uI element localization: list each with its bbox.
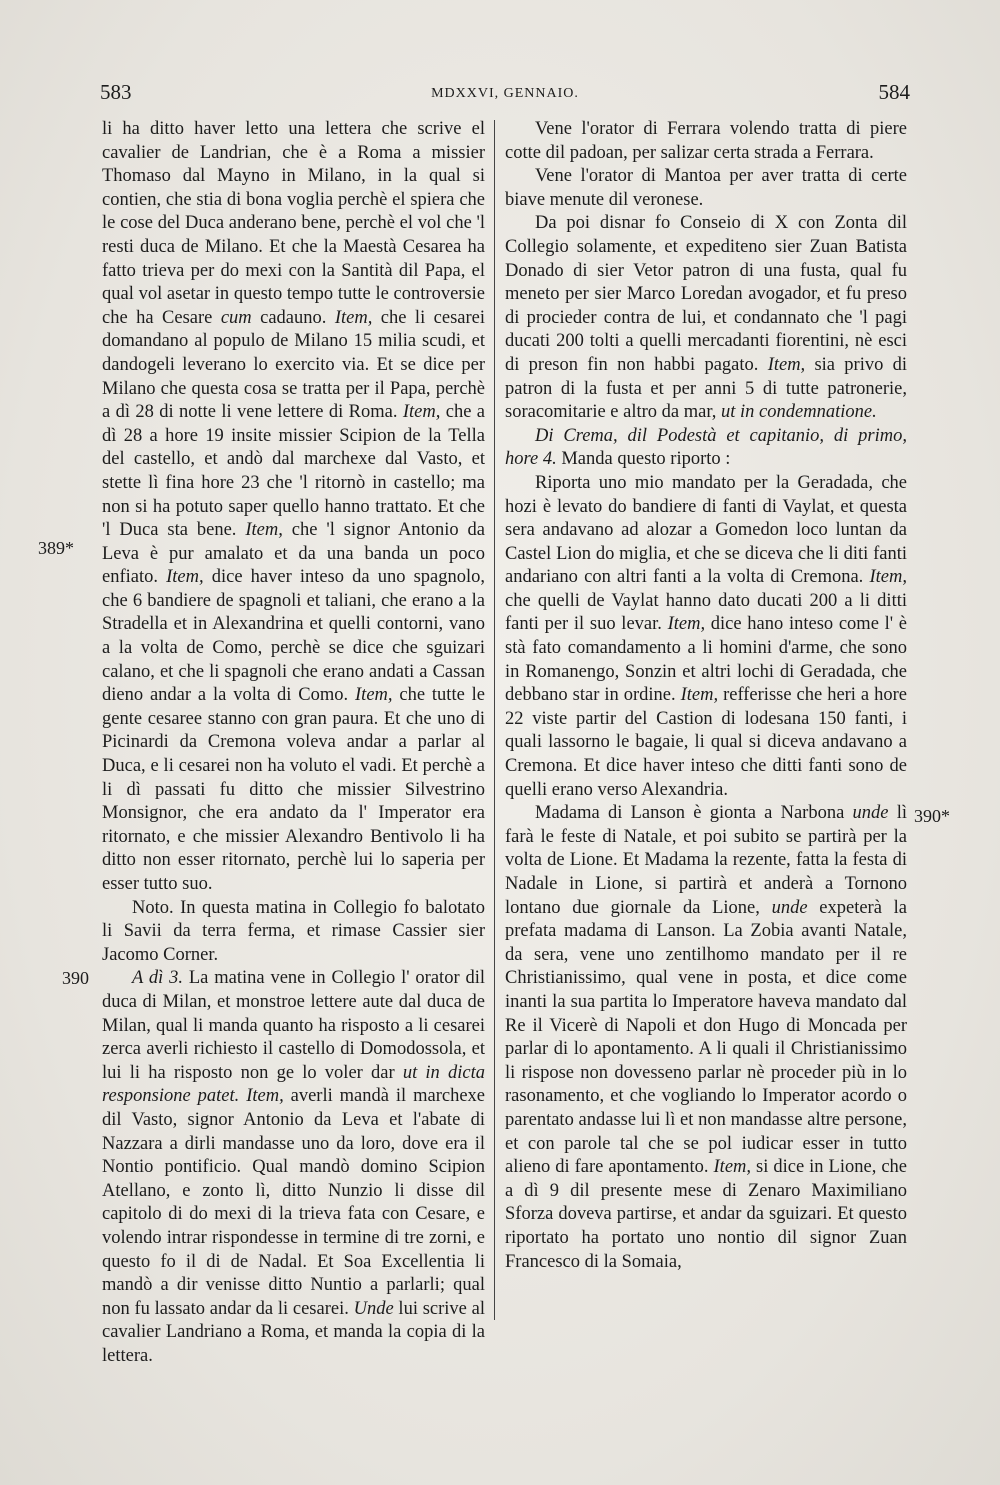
paragraph: Madama di Lanson è gionta a Narbona unde lì farà le feste di Natale, et poi subito se partirà per la volta de Lione. Et Madama la rezente, fatta la festa di Nadale in Lione, si partirà et anderà a Tornono lontano due giornale da Lione, unde expeterà la prefata madama di Lanson. La Zobia avanti Natale, da sera, vene uno zentilhomo mandato per il re Christianissimo, qual vene in posta, et dice come inanti la sua partita lo Imperatore haveva mandato dal Re il Vicerè di Napoli et don Hugo di Moncada per parlar di lo apontamento. A li quali il Christianissimo li rispose non dovesseno parlar nè proceder più in lo rasonamento, et che vogliando lo Imperator acordo o parentato andasse lui lì et non mandasse altre persone, et con parole tal che se pol iudicar esser in tutto alieno di fare apontamento. Item, si dice in Lione, che a dì 9 dil presente mese di Zenaro Maximiliano Sforza doveva partirse, et andar da sguizari. Et questo riportato ha portato uno nontio dil signor Zuan Francesco di la Somaia, (505, 803, 908, 1272)
column-divider (494, 120, 495, 1320)
paragraph: Da poi disnar fo Conseio di X con Zonta dil Collegio solamente, et expediteno sier Zuan Batista Donado di sier Vetor patron di una fusta, qual fu meneto per sier Marco Loredan avogador, et fu preso di procieder contra de lui, et condannato che 'l pagi ducati 200 tolti a quelli mercadanti fiorentini, nè esci di preson fin non habbi pagato. Item, sia privo di patron di la fusta et per anni 5 di tutte patronerie, soracomitarie e altro da mar, ut in condemnatione. (505, 213, 907, 423)
paragraph: A dì 3. La matina vene in Collegio l' orator dil duca di Milan, et monstroe lettere aute dal duca de Milan, qual li manda quanto ha risposto a li cesarei zerca averli richiesto il castello di Domodossola, et lui li ha risposto non ge lo voler dar ut in dicta responsione patet. Item, averli mandà il marchexe dil Vasto, signor Antonio da Leva et l'abate di Nazzara a dirli mandasse uno da loro, dove era il Nontio pontificio. Qual mandò domino Scipion Atellano, e zonto lì, ditto Nunzio li disse dil capitolo di do mexi di la trieva fata con Cesare, e volendo intrar rispondesse in termine di tre zorni, e questo fo il di de Nadal. Et Soa Excellentia li mandò a dir venisse ditto Nuntio a parlarli; qual non fu lassato andar da li cesarei. Unde lui scrive al cavalier Landriano a Roma, et manda la copia di la lettera. (102, 968, 486, 1366)
margin-note-389: 389* (38, 538, 74, 558)
paragraph: Riporta uno mio mandato per la Geradada, che hozi è levato do bandiere di fanti di Vaylat, et questa sera andavano ad alozar a Gomedon loco luntan da Castel Lion do miglia, et che se diceva che li diti fanti andariano con altri fanti a la volta di Cremona. Item, che quelli de Vaylat hanno dato ducati 200 a li ditti fanti per il suo levar. Item, dice hano inteso come l' è stà fato comandamento a li homini d'arme, che sono in Romanengo, Sonzin et altri lochi di Geradada, che debbano star in ordine. Item, refferisse che heri a hore 22 viste partir del Castion di lodesana 150 fanti, i quali lassorno le bagaie, li qual si diceva andavano a Cremona. Et dice haver inteso che ditti fanti sono de quelli erano verso Alexandria. (505, 472, 907, 800)
page-header (100, 80, 910, 110)
paragraph: Vene l'orator di Ferrara volendo tratta di piere cotte dil padoan, per salizar certa strada a Ferrara. (505, 119, 907, 163)
right-column (505, 118, 907, 1274)
page-number-right: 584 (878, 80, 910, 104)
paragraph: li ha ditto haver letto una lettera che scrive el cavalier de Landrian, che è a Roma a missier Thomaso dal Mayno in Milano, in la qual si contien, che stia di bona voglia perchè el spiera che le cose del Duca anderano bene, perchè el vol che 'l resti duca de Milano. Et che la Maestà Cesarea ha fatto trieva per do mexi con la Santità dil Papa, el qual vol asetar in questo tempo tutte le controversie che ha Cesare cum cadauno. Item, che li cesarei domandano al populo de Milano 15 milia scudi, et dandogeli leverano lo exercito via. Et se dice per Milano che questa cosa se tratta per il Papa, perchè a dì 28 di notte li vene lettere di Roma. Item, che a dì 28 a hore 19 insite missier Scipion de la Tella del castello, et andò dal marchexe dal Vasto, et stette lì fina hore 23 che 'l ritornò in castello; ma non si ha potuto saper quello hanno trattato. Et che 'l Duca sta bene. Item, che 'l signor Antonio da Leva è pur amalato et da una banda un poco enfiato. Item, dice haver inteso da uno spagnolo, che 6 bandiere de spagnoli et taliani, che erano a la Stradella et in Alexandrina et quelli contorni, vano a la volta de Como, perchè se dice che sguizari calano, et che li spagnoli che erano andati a Cassan dieno andar a la volta di Como. Item, che tutte le gente cesaree stanno con gran paura. Et che uno di Picinardi da Cremona voleva andar a parlar al Duca, e li cesarei non ha voluto el vadi. Et perchè a li dì passati fu ditto che missier Silvestrino Monsignor, che era andato da l' Imperator era ritornato, e che missier Alexandro Bentivolo li ha ditto non esser ritornato, perchè lui lo saperia per esser tutto suo. (102, 119, 486, 894)
left-column (102, 118, 485, 1368)
margin-note-390-right: 390* (914, 806, 950, 826)
running-title: MDXXVI, GENNAIO. (431, 86, 579, 101)
page-number-left: 583 (100, 80, 132, 104)
paragraph: Noto. In questa matina in Collegio fo balotato li Savii da terra ferma, et rimase Cassier sier Jacomo Corner. (102, 897, 485, 965)
paragraph: Di Crema, dil Podestà et capitanio, di primo, hore 4. Manda questo riporto : (505, 425, 907, 470)
paragraph: Vene l'orator di Mantoa per aver tratta di certe biave menute dil veronese. (505, 166, 907, 210)
margin-note-390-left: 390 (62, 968, 89, 988)
